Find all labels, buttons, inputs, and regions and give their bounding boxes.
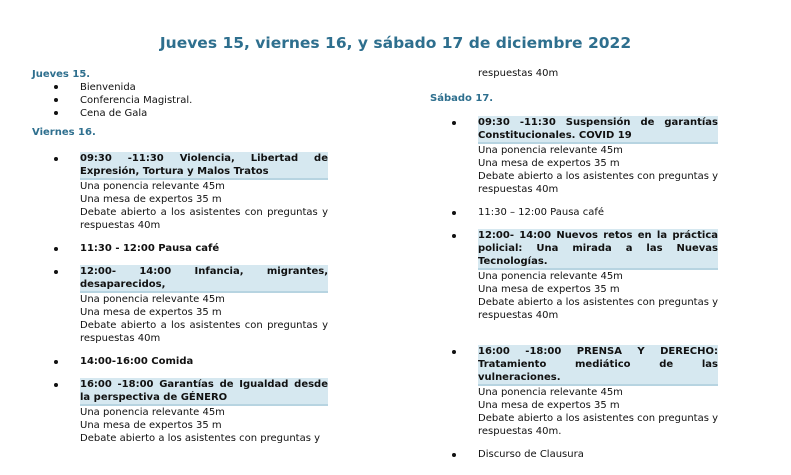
session-detail: Una mesa de expertos 35 m	[80, 307, 222, 318]
session-detail: Una ponencia relevante 45m	[478, 387, 623, 398]
session-detail: Debate abierto a los asistentes con preguntas y respuestas 40m	[80, 207, 328, 231]
session-detail: Una ponencia relevante 45m	[80, 407, 225, 418]
bullet-icon	[452, 350, 456, 354]
session-title: 16:00 -18:00 Garantías de Igualdad desde la perspectiva de GÉNERO	[80, 378, 328, 406]
bullet-icon	[54, 360, 58, 364]
session-detail: Debate abierto a los asistentes con preguntas y respuestas 40m	[478, 297, 719, 321]
session-title: 12:00- 14:00 Infancia, migrantes, desaparecidos,	[80, 265, 328, 293]
list-item: Bienvenida	[32, 81, 328, 94]
bullet-icon	[54, 247, 58, 251]
list-item: Cena de Gala	[32, 107, 328, 120]
session-title: 16:00 -18:00 PRENSA Y DERECHO: Tratamiento mediático de las vulneraciones.	[478, 345, 718, 386]
session-detail: Una mesa de expertos 35 m	[80, 194, 222, 205]
session-detail: Debate abierto a los asistentes con preguntas y respuestas 40m.	[478, 413, 719, 437]
session-viernes-2	[32, 265, 328, 345]
closing-item: Discurso de Clausura	[430, 448, 718, 461]
session-viernes-3	[32, 378, 328, 445]
bullet-icon	[54, 157, 58, 161]
session-title: 09:30 -11:30 Violencia, Libertad de Expresión, Tortura y Malos Tratos	[80, 152, 328, 180]
page-title: Jueves 15, viernes 16, y sábado 17 de diciembre 2022	[159, 34, 632, 52]
session-detail: Debate abierto a los asistentes con preguntas y	[80, 433, 321, 444]
session-detail: Una ponencia relevante 45m	[80, 181, 225, 192]
right-column	[430, 67, 718, 461]
day-label-viernes: Viernes 16.	[32, 127, 96, 138]
session-detail: Debate abierto a los asistentes con preguntas y respuestas 40m	[478, 171, 719, 195]
session-detail: Una ponencia relevante 45m	[478, 145, 623, 156]
day-label-sabado: Sábado 17.	[430, 93, 494, 104]
session-title: 12:00- 14:00 Nuevos retos en la práctica policial: Una mirada a las Nuevas Tecnologías.	[478, 229, 718, 270]
session-detail: Una mesa de expertos 35 m	[478, 400, 620, 411]
bullet-icon	[54, 383, 58, 387]
bullet-icon	[54, 98, 58, 102]
session-sabado-2	[430, 229, 718, 322]
break-sabado: 11:30 – 12:00 Pausa café	[430, 206, 718, 219]
continuation-text: respuestas 40m	[478, 68, 559, 79]
break-viernes: 11:30 - 12:00 Pausa café	[32, 242, 328, 255]
bullet-icon	[54, 270, 58, 274]
list-item: Conferencia Magistral.	[32, 94, 328, 107]
session-detail: Una ponencia relevante 45m	[80, 294, 225, 305]
session-sabado-3	[430, 345, 718, 438]
lunch-viernes: 14:00-16:00 Comida	[32, 355, 328, 368]
bullet-icon	[54, 85, 58, 89]
day-label-jueves: Jueves 15.	[32, 69, 91, 80]
bullet-icon	[54, 111, 58, 115]
session-detail: Una mesa de expertos 35 m	[80, 420, 222, 431]
session-detail: Una mesa de expertos 35 m	[478, 158, 620, 169]
session-detail: Una ponencia relevante 45m	[478, 271, 623, 282]
bullet-icon	[452, 211, 456, 215]
session-viernes-1	[32, 152, 328, 232]
session-detail: Debate abierto a los asistentes con preguntas y respuestas 40m	[80, 320, 328, 344]
session-detail: Una mesa de expertos 35 m	[478, 284, 620, 295]
session-title: 09:30 -11:30 Suspensión de garantías Constitucionales. COVID 19	[478, 116, 718, 144]
jueves-list	[32, 81, 328, 120]
bullet-icon	[452, 121, 456, 125]
left-column	[32, 68, 328, 445]
bullet-icon	[452, 453, 456, 457]
session-sabado-1	[430, 116, 718, 196]
bullet-icon	[452, 234, 456, 238]
